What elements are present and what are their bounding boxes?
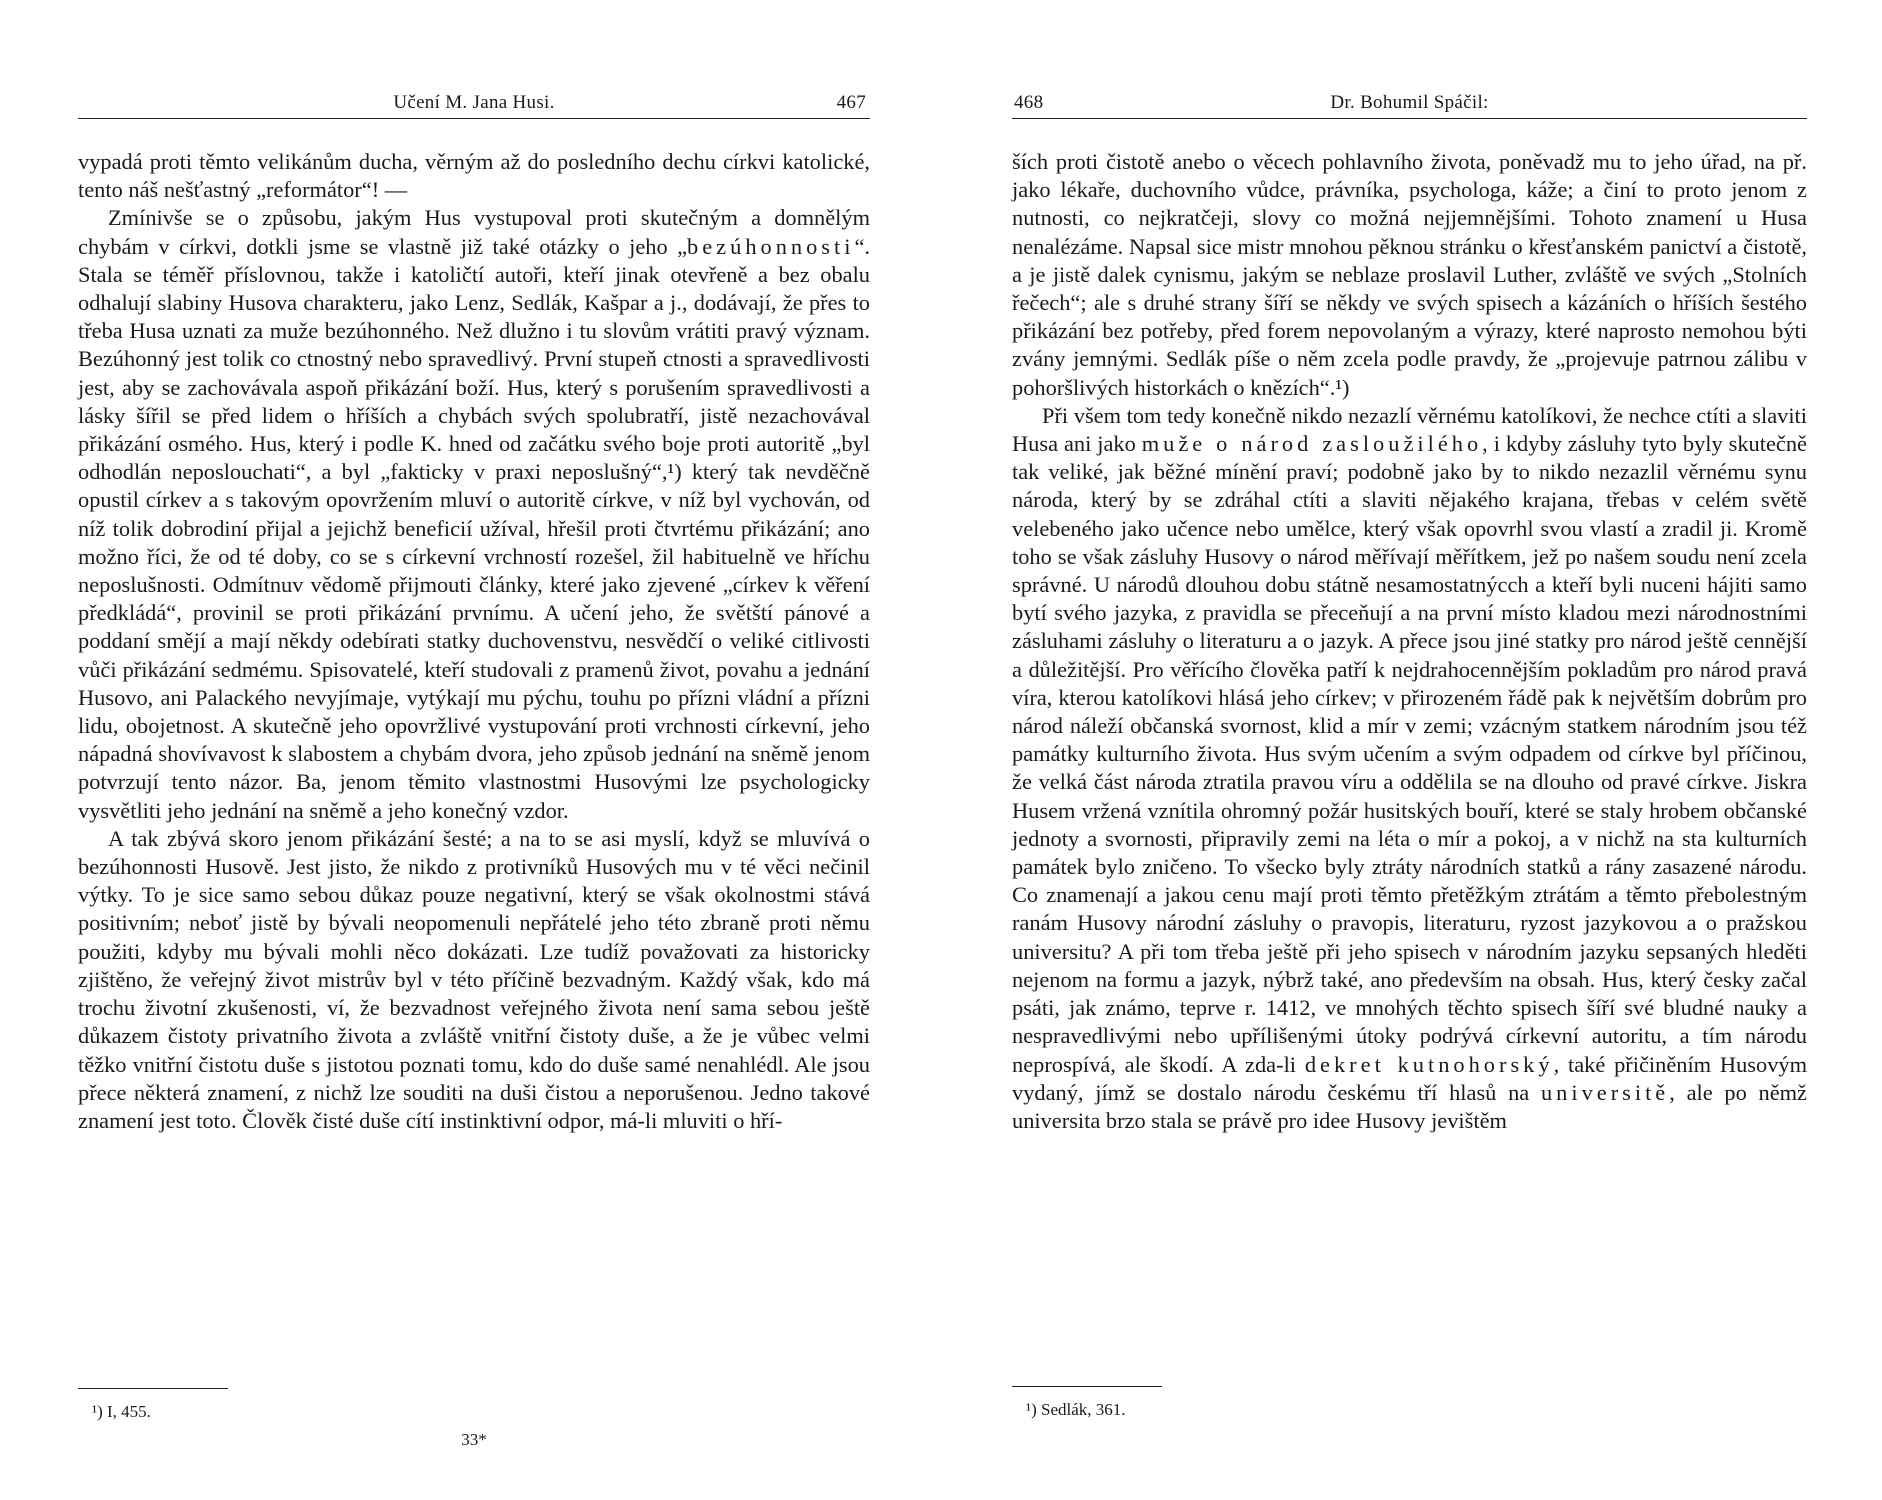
paragraph: Zmínivše se o způsobu, jakým Hus vystupoval proti skutečným a domnělým chybám v církvi, dotkli jsme se vlastně již také otázky o jeho „bezúhonnosti“. Stala se téměř příslovnou, takže i katoličtí autoři, kteří jinak otevřeně a bez obalu odhalují slabiny Husova charakteru, jako Lenz, Sedlák, Kašpar a j., dodávají, že přes to třeba Husa uznati za muže bezúhonného. Než dlužno i tu slovům vrátiti pravý význam. Bezúhonný jest tolik co ctnostný nebo spravedlivý. První stupeň ctnosti a spravedlivosti jest, aby se zachovávala aspoň přikázání boží. Hus, který s porušením spravedlivosti a lásky šířil se před lidem o hříších a chybách svých spolubratří, jistě nezachovával přikázání osmého. Hus, který i podle K. hned od začátku svého boje proti autoritě „byl odhodlán neposlouchati“, a byl „fakticky v praxi neposlušný“,¹) který tak nevděčně opustil církev a s takovým opovržením mluví o autoritě církve, v níž byl vychován, od níž tolik dobrodiní přijal a jejichž beneficií užíval, hřešil proti čtvrtému přikázání; ano možno říci, že od té doby, co se s církevní vrchností rozešel, žil habituelně ve hříchu neposlušnosti. Odmítnuv vědomě přijmouti články, které jako zjevené „církev k věření předkládá“, provinil se proti přikázání prvnímu. A učení jeho, že světští pánové a poddaní smějí a mají někdy odebírati statky duchovenstvu, nesvědčí o veliké citlivosti vůči přikázání sedmému. Spisovatelé, kteří studovali z pramenů život, povahu a jednání Husovo, ani Palackého nevyjímaje, vytýkají mu pýchu, touhu po přízni vládní a přízni lidu, obojetnost. A skutečně jeho opovržlivé vystupování proti vrchnosti církevní, jeho nápadná shovívavost k slabostem a chybám dvora, jeho způsob jednání na sněmě jenom potvrzují tento názor. Ba, jenom těmito vlastnostmi Husovými lze psychologicky vysvětliti jeho jednání na sněmě a jeho konečný vzdor. xyxy=(78,205,870,823)
footnote-rule xyxy=(78,1388,228,1389)
page-number: 467 xyxy=(836,92,866,113)
footnote: ¹) Sedlák, 361. xyxy=(1026,1400,1126,1419)
right-body-text xyxy=(1012,148,1807,1135)
page-number: 468 xyxy=(1014,92,1044,113)
paragraph: ších proti čistotě anebo o věcech pohlavního života, poněvadž mu to jeho úřad, na př. jako lékaře, duchovního vůdce, právníka, psychologa, káže; a činí to proto jenom z nutnosti, co nejkratčeji, slovy co možná nejjemnějšími. Tohoto znamení u Husa nenalézáme. Napsal sice mistr mnohou pěknou stránku o křesťanském panictví a čistotě, a je jistě dalek cynismu, jakým se neblaze proslavil Luther, zvláště ve svých „Stolních řečech“; ale s druhé strany šíří se někdy ve svých spisech a kázáních o hříších šestého přikázání bez potřeby, před forem nepovolaným a výrazy, které naprosto nemohou býti zvány jemnými. Sedlák píše o něm zcela podle pravdy, že „projevuje patrnou zálibu v pohoršlivých historkách o knězích“.¹) xyxy=(1012,149,1807,400)
left-page xyxy=(78,0,870,1500)
left-body-text xyxy=(78,148,870,1135)
footnote: ¹) I, 455. xyxy=(92,1402,151,1421)
paragraph: Při všem tom tedy konečně nikdo nezazlí věrnému katolíkovi, že nechce ctíti a slaviti Husa ani jako muže o národ zasloužilého, i kdyby zásluhy tyto byly skutečně tak veliké, jak běžné mínění praví; podobně jako by to nikdo nezazlil věrnému synu národa, který by se zdráhal ctíti a slaviti nějakého krajana, třebas v celém světě velebeného jako učence nebo umělce, který však opovrhl svou vlastí a zradil ji. Kromě toho se však zásluhy Husovy o národ měřívají měřítkem, jež po našem soudu není zcela správné. U národů dlouhou dobu státně nesamostatnýcch a kteří byli nuceni hájiti samo bytí svého jazyka, z pravidla se přeceňují a na první místo kladou mezi národnostními zásluhami zásluhy o literaturu a o jazyk. A přece jsou jiné statky pro národ ještě cennější a důležitější. Pro věřícího člověka patří k nejdrahocennějším pokladům pro národ pravá víra, kterou katolíkovi hlásá jeho církev; v přirozeném řádě pak k největším dobrům pro národ náleží občanská svornost, klid a mír v zemi; vzácným statkem národním jsou též památky kulturního života. Hus svým učením a svým odpadem od církve byl příčinou, že velká část národa ztratila pravou víru a oddělila se na dlouho od pravé církve. Jiskra Husem vržená vznítila ohromný požár husitských bouří, které se staly hrobem občanské jednoty a svornosti, připravily zemi na léta o mír a pokoj, a v nichž na sta kulturních památek bylo zničeno. To všecko byly ztráty národních statků a rány zasazené národu. Co znamenají a jakou cenu mají proti těmto přetěžkým ztrátám a těmto přebolestným ranám Husovy národní zásluhy o pravopis, literaturu, ryzost jazykovou a o pražskou universitu? A při tom třeba ještě při jeho spisech v národním jazyku sepsaných hleděti nejenom na formu a jazyk, nýbrž také, ano především na obsah. Hus, který česky začal psáti, jak známo, teprve r. 1412, ve mnohých těchto spisech šíří své bludné nauky a nespravedlivými nebo upřílišenými útoky podrývá církevní autoritu, a tím národu neprospívá, ale škodí. A zda-li dekret kutnohorský, také přičiněním Husovým vydaný, jímž se dostalo národu českému tří hlasů na universitě, ale po němž universita brzo stala se právě pro idee Husovy jevištěm xyxy=(1012,402,1807,1133)
paragraph: vypadá proti těmto velikánům ducha, věrným až do posledního dechu církvi katolické, tento náš nešťastný „reformátor“! — xyxy=(78,149,870,203)
footnote-rule xyxy=(1012,1386,1162,1387)
signature-mark: 33* xyxy=(461,1430,487,1449)
right-page xyxy=(1012,0,1807,1500)
running-head-right xyxy=(1012,90,1807,119)
running-head-title: Dr. Bohumil Spáčil: xyxy=(1330,92,1489,113)
paragraph: A tak zbývá skoro jenom přikázání šesté; a na to se asi myslí, když se mluvívá o bezúhonnosti Husově. Jest jisto, že nikdo z protivníků Husových mu v té věci nečinil výtky. To je sice samo sebou důkaz pouze negativní, který se však okolnostmi stává positivním; neboť jistě by bývali neopomenuli nepřátelé jeho této zbraně proti němu použiti, kdyby mu bývali mohli něco dokázati. Lze tudíž považovati za historicky zjištěno, že veřejný život mistrův byl v této příčině bezvadným. Každý však, kdo má trochu životní zkušenosti, ví, že bezvadnost veřejného života není sama sebou ještě důkazem čistoty privatního života a zvláště vnitřní čistoty duše, a že je vůbec velmi těžko vnitřní čistotu duše s jistotou poznati tomu, kdo do duše samé nenahlédl. Ale jsou přece některá znamení, z nichž lze souditi na duši čistou a neporušenou. Jedno takové znamení jest toto. Člověk čisté duše cítí instinktivní odpor, má-li mluviti o hří- xyxy=(78,825,870,1133)
running-head-title: Učení M. Jana Husi. xyxy=(393,92,555,113)
running-head-left xyxy=(78,90,870,119)
